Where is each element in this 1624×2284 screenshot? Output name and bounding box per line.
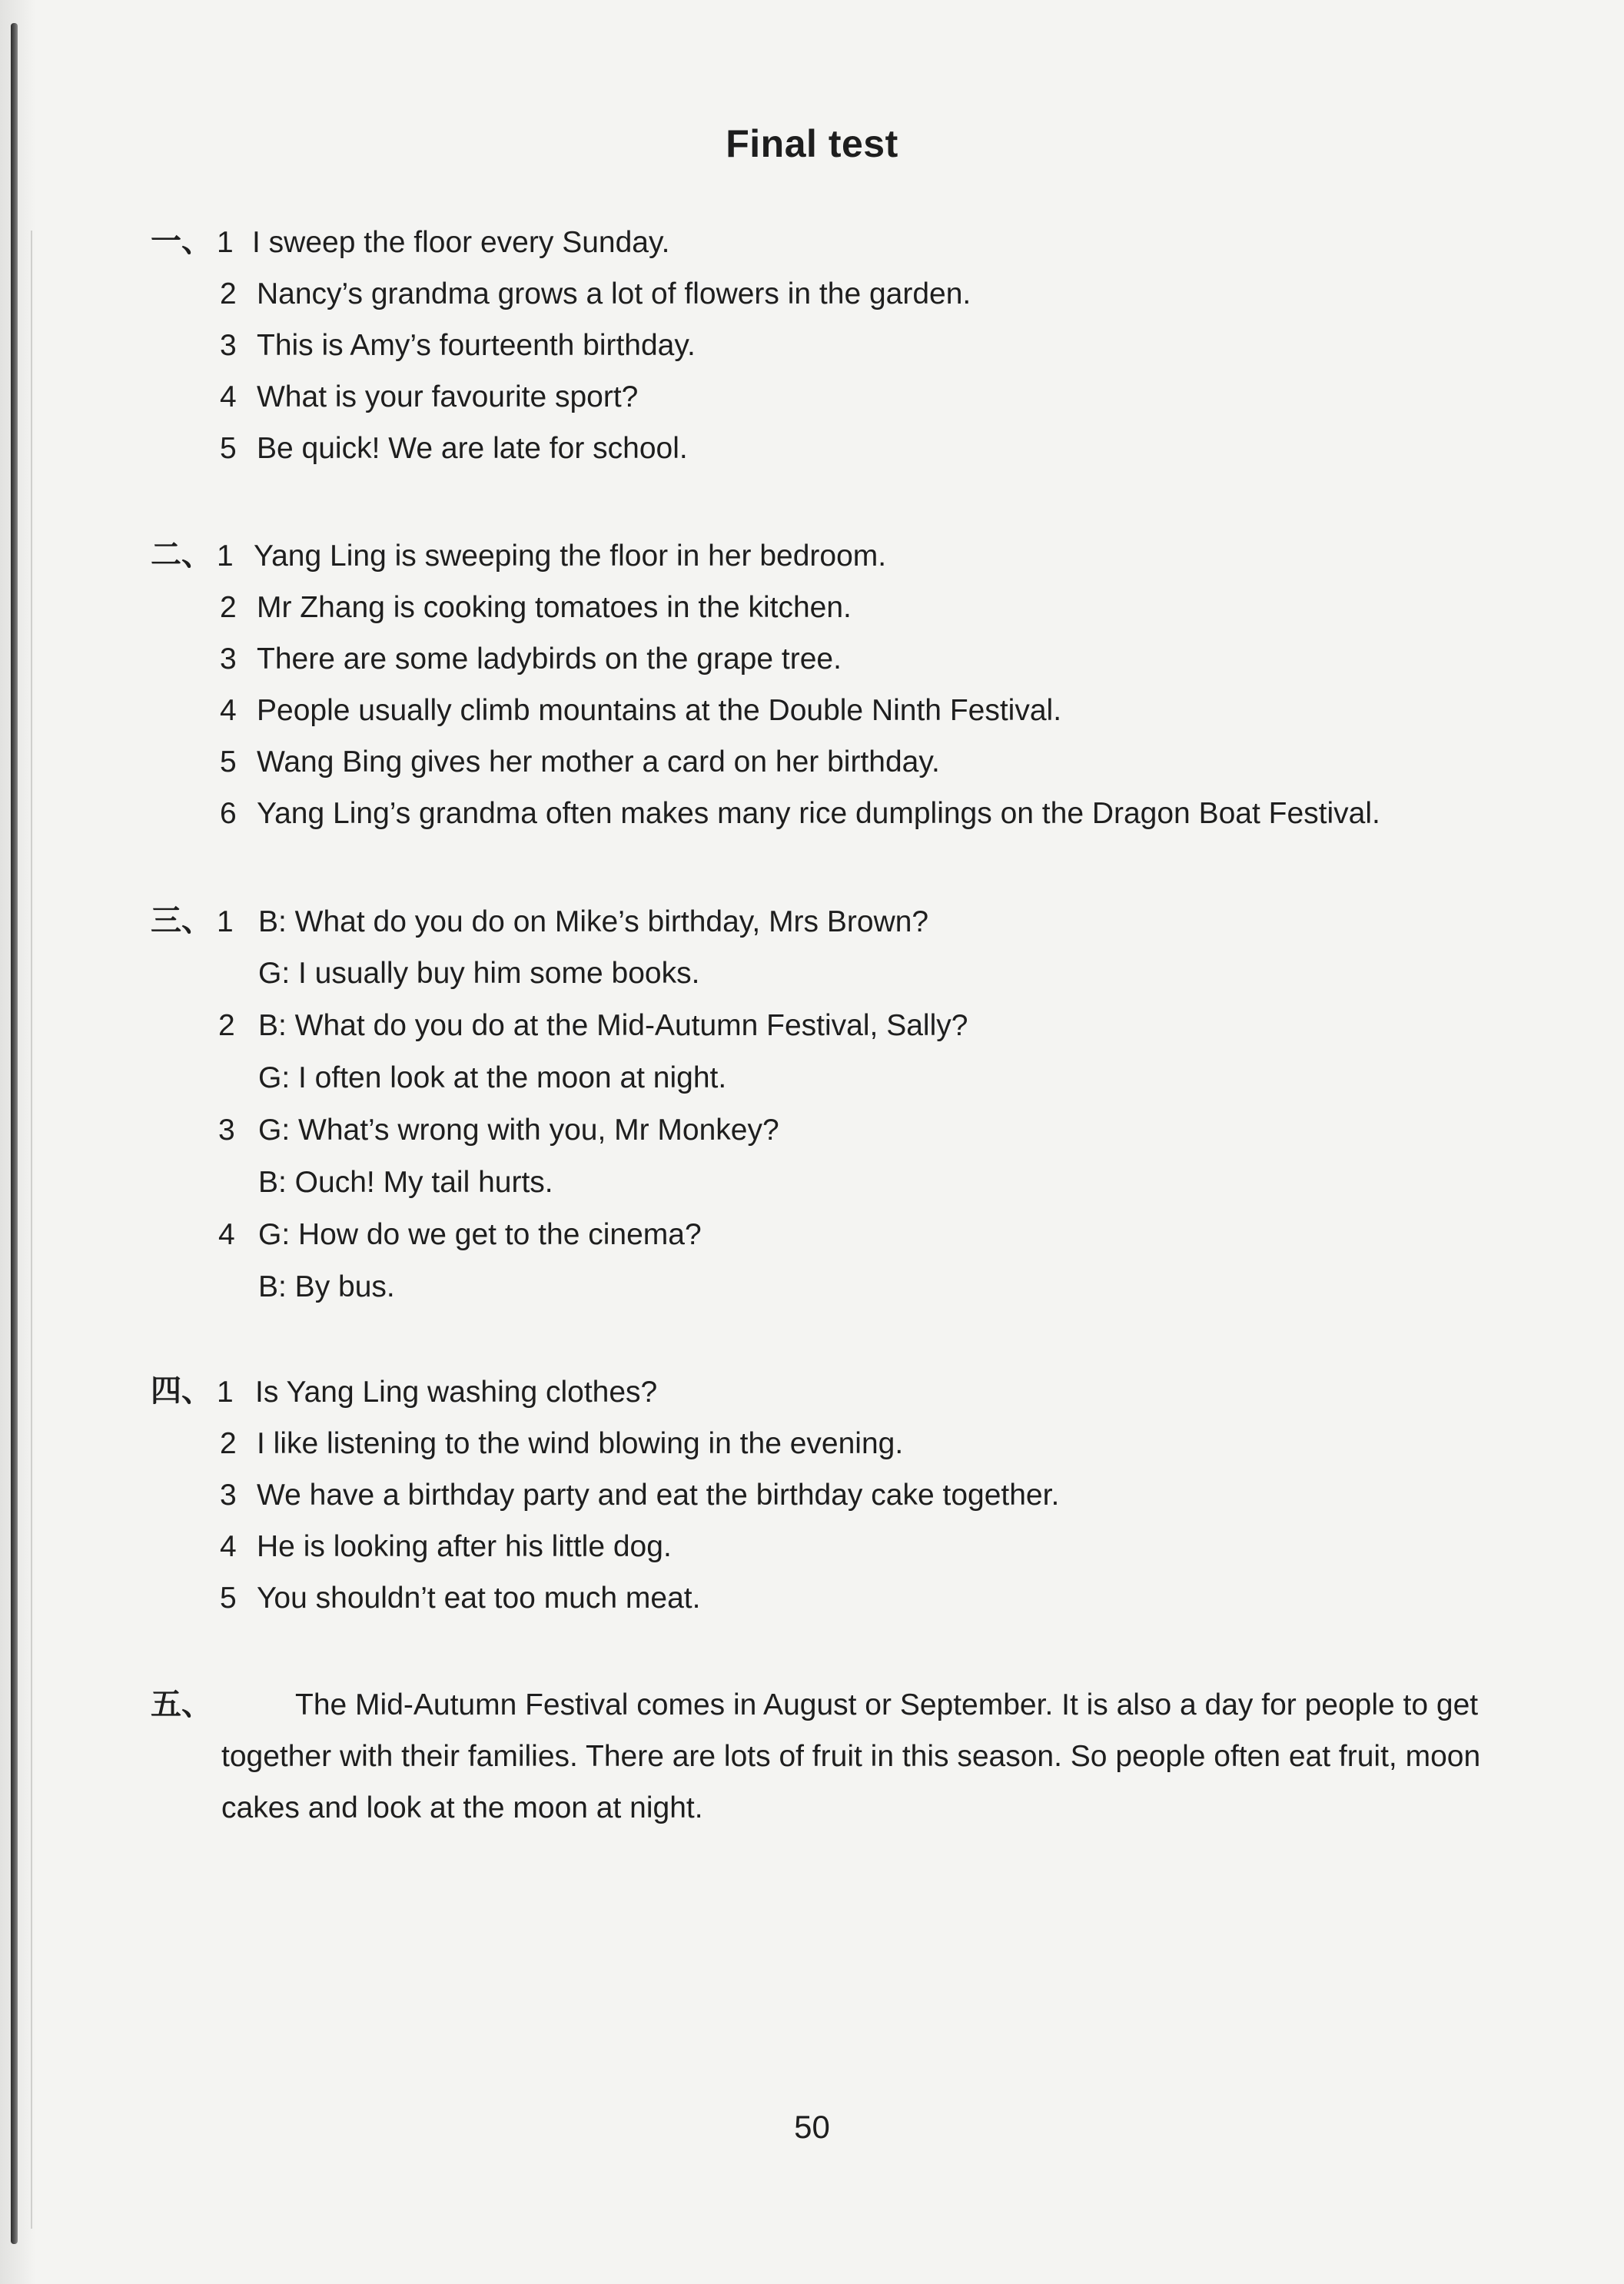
passage-paragraph bbox=[221, 1679, 1497, 1834]
item-number: 4 bbox=[218, 1218, 235, 1251]
answer-line: I sweep the floor every Sunday. bbox=[252, 226, 670, 259]
item-number: 4 bbox=[220, 380, 237, 413]
item-number: 1 bbox=[217, 539, 234, 573]
item-number: 6 bbox=[220, 797, 237, 830]
item-number: 5 bbox=[220, 1582, 237, 1615]
answer-line: He is looking after his little dog. bbox=[257, 1530, 672, 1563]
dialogue-line: B: Ouch! My tail hurts. bbox=[258, 1166, 553, 1199]
page-number: 50 bbox=[794, 2109, 830, 2145]
section-label-4: 四、 bbox=[151, 1373, 212, 1409]
dialogue-line: G: How do we get to the cinema? bbox=[258, 1218, 702, 1251]
item-number: 3 bbox=[220, 1479, 237, 1512]
section-label-5: 五、 bbox=[151, 1686, 212, 1722]
answer-line: You shouldn’t eat too much meat. bbox=[257, 1582, 701, 1615]
item-number: 2 bbox=[220, 277, 237, 310]
item-number: 1 bbox=[217, 226, 234, 259]
section-label-3: 三、 bbox=[151, 902, 212, 938]
answer-line: This is Amy’s fourteenth birthday. bbox=[257, 329, 696, 362]
dialogue-line: B: By bus. bbox=[258, 1270, 395, 1303]
binding-shadow bbox=[11, 23, 18, 2244]
answer-line: We have a birthday party and eat the birthday cake together. bbox=[257, 1479, 1060, 1512]
dialogue-line: G: I often look at the moon at night. bbox=[258, 1061, 727, 1094]
section-label-1: 一、 bbox=[151, 223, 212, 259]
scan-line bbox=[31, 231, 32, 2229]
item-number: 1 bbox=[217, 1376, 234, 1409]
answer-line: Yang Ling is sweeping the floor in her bedroom. bbox=[254, 539, 887, 573]
item-number: 2 bbox=[218, 1009, 235, 1042]
answer-line: Wang Bing gives her mother a card on her birthday. bbox=[257, 745, 940, 778]
passage-text: The Mid-Autumn Festival comes in August or September. It is also a day for people to get together with their families. There are lots of fruit in this season. So people often eat fruit, moon cakes and look at the moon at night. bbox=[221, 1688, 1481, 1824]
answer-line: Yang Ling’s grandma often makes many rice dumplings on the Dragon Boat Festival. bbox=[257, 797, 1380, 830]
item-number: 5 bbox=[220, 745, 237, 778]
item-number: 3 bbox=[218, 1114, 235, 1147]
item-number: 5 bbox=[220, 432, 237, 465]
answer-line: Nancy’s grandma grows a lot of flowers in the garden. bbox=[257, 277, 971, 310]
item-number: 4 bbox=[220, 1530, 237, 1563]
dialogue-line: G: What’s wrong with you, Mr Monkey? bbox=[258, 1114, 779, 1147]
answer-line: People usually climb mountains at the Double Ninth Festival. bbox=[257, 694, 1062, 727]
answer-line: There are some ladybirds on the grape tree. bbox=[257, 642, 842, 676]
section-label-2: 二、 bbox=[151, 536, 212, 573]
item-number: 2 bbox=[220, 591, 237, 624]
answer-line: What is your favourite sport? bbox=[257, 380, 639, 413]
item-number: 2 bbox=[220, 1427, 237, 1460]
page-title: Final test bbox=[726, 122, 898, 165]
item-number: 3 bbox=[220, 329, 237, 362]
answer-line: Is Yang Ling washing clothes? bbox=[255, 1376, 658, 1409]
dialogue-line: B: What do you do at the Mid-Autumn Festival, Sally? bbox=[258, 1009, 968, 1042]
answer-line: Mr Zhang is cooking tomatoes in the kitchen. bbox=[257, 591, 852, 624]
item-number: 3 bbox=[220, 642, 237, 676]
dialogue-line: B: What do you do on Mike’s birthday, Mrs Brown? bbox=[258, 905, 929, 938]
answer-line: Be quick! We are late for school. bbox=[257, 432, 688, 465]
item-number: 1 bbox=[217, 905, 234, 938]
answer-line: I like listening to the wind blowing in the evening. bbox=[257, 1427, 904, 1460]
item-number: 4 bbox=[220, 694, 237, 727]
dialogue-line: G: I usually buy him some books. bbox=[258, 957, 700, 990]
